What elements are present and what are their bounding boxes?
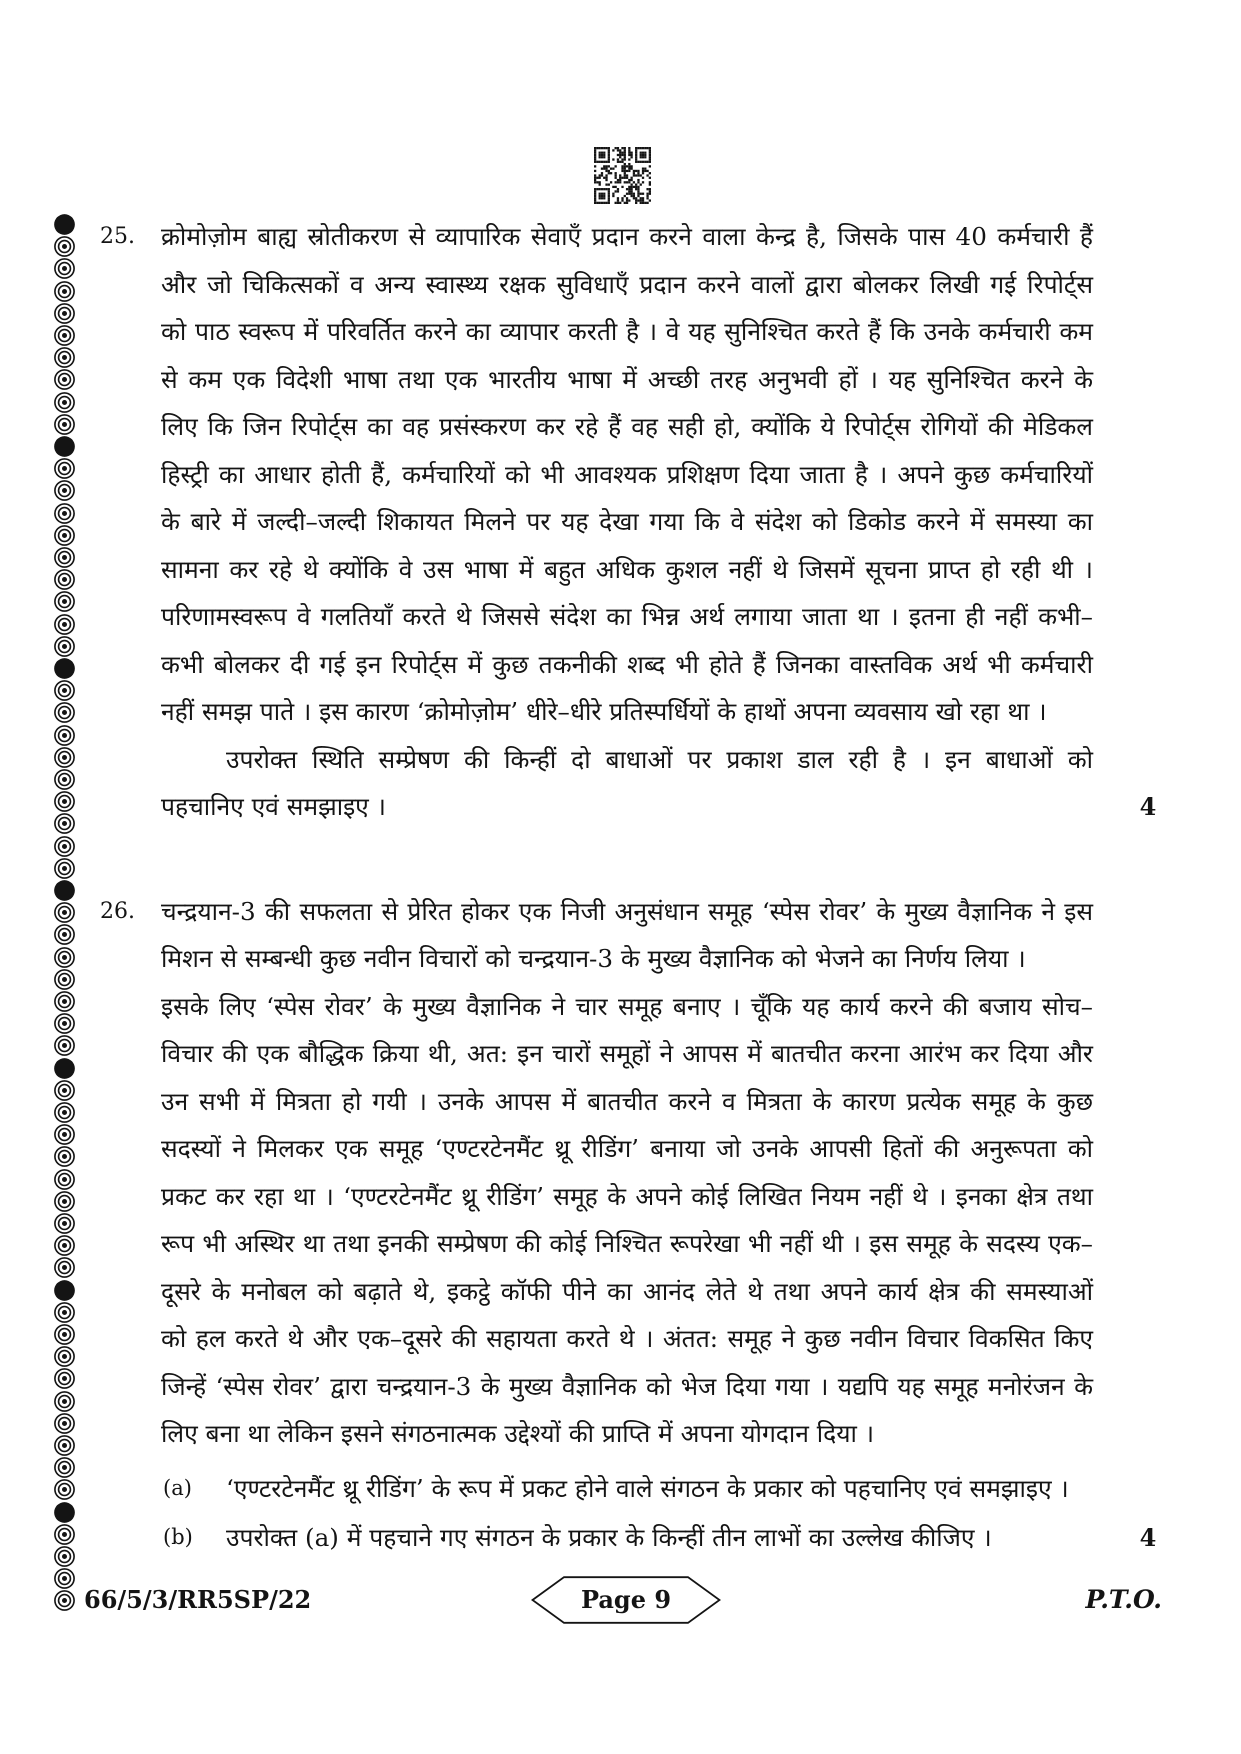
- concentric-circle-icon: [53, 923, 76, 946]
- concentric-circle-icon: [53, 1589, 76, 1612]
- concentric-circle-icon: [53, 1190, 76, 1213]
- concentric-circle-icon: [53, 1234, 76, 1257]
- question-text-line: परिणामस्वरूप वे गलतियाँ करते थे जिससे संदेश का भिन्न अर्थ लगाया जाता था । इतना ही नहीं कभी–: [161, 602, 1093, 631]
- question-text-line: से कम एक विदेशी भाषा तथा एक भारतीय भाषा में अच्छी तरह अनुभवी हों । यह सुनिश्चित करने के: [161, 364, 1093, 394]
- qr-code-icon: [594, 147, 651, 204]
- concentric-circle-icon: [53, 635, 76, 658]
- question-text-line: क्रोमोज़ोम बाह्य स्रोतीकरण से व्यापारिक सेवाएँ प्रदान करने वाला केन्द्र है, जिसके पास 40 कर्मचारी हैं: [161, 222, 1093, 251]
- filled-circle-icon: [53, 1501, 76, 1524]
- concentric-circle-icon: [53, 368, 76, 391]
- concentric-circle-icon: [53, 724, 76, 747]
- sub-question-a: [161, 1465, 1094, 1513]
- question-text-line: के बारे में जल्दी–जल्दी शिकायत मिलने पर यह देखा गया कि वे संदेश को डिकोड करने में समस्या का: [161, 507, 1093, 536]
- concentric-circle-icon: [53, 413, 76, 436]
- sub-question-label: (b): [163, 1525, 193, 1549]
- concentric-circle-icon: [53, 1101, 76, 1124]
- concentric-circle-icon: [53, 768, 76, 791]
- margin-marker-column: [53, 213, 77, 1613]
- question-text-line: जिन्हें ‘स्पेस रोवर’ द्वारा चन्द्रयान-3 के मुख्य वैज्ञानिक को भेज दिया गया । यद्यपि यह समूह मनोरंजन के: [161, 1371, 1093, 1401]
- concentric-circle-icon: [53, 302, 76, 325]
- concentric-circle-icon: [53, 613, 76, 636]
- concentric-circle-icon: [53, 257, 76, 280]
- concentric-circle-icon: [53, 1545, 76, 1568]
- concentric-circle-icon: [53, 1034, 76, 1057]
- question-text-line: उन सभी में मित्रता हो गयी । उनके आपस में बातचीत करने व मित्रता के कारण प्रत्येक समूह के कुछ: [161, 1086, 1093, 1116]
- question-text-line: को हल करते थे और एक–दूसरे की सहायता करते थे । अंतत: समूह ने कुछ नवीन विचार विकसित किए: [161, 1324, 1093, 1354]
- marks-value: 4: [1139, 1523, 1157, 1552]
- filled-circle-icon: [53, 213, 76, 236]
- concentric-circle-icon: [53, 1212, 76, 1235]
- concentric-circle-icon: [53, 457, 76, 480]
- question-text-line: इसके लिए ‘स्पेस रोवर’ के मुख्य वैज्ञानिक ने चार समूह बनाए । चूँकि यह कार्य करने की बजाय सोच–: [161, 991, 1093, 1021]
- concentric-circle-icon: [53, 546, 76, 569]
- concentric-circle-icon: [53, 1123, 76, 1146]
- concentric-circle-icon: [53, 1345, 76, 1368]
- question-text-line: हिस्ट्री का आधार होती हैं, कर्मचारियों को भी आवश्यक प्रशिक्षण दिया जाता है । अपने कुछ कर्मचारियों: [161, 459, 1093, 489]
- filled-circle-icon: [53, 879, 76, 902]
- concentric-circle-icon: [53, 790, 76, 813]
- question-text-line: विचार की एक बौद्धिक क्रिया थी, अत: इन चारों समूहों ने आपस में बातचीत करना आरंभ कर दिया और: [161, 1039, 1093, 1069]
- question-text-line: लिए कि जिन रिपोर्ट्स का वह प्रसंस्करण कर रहे हैं वह सही हो, क्योंकि ये रिपोर्ट्स रोगियों की मेडिकल: [161, 412, 1093, 441]
- concentric-circle-icon: [53, 946, 76, 969]
- concentric-circle-icon: [53, 1012, 76, 1035]
- question-text-line: रूप भी अस्थिर था तथा इनकी सम्प्रेषण की कोई निश्चित रूपरेखा भी नहीं थी । इस समूह के सदस्य एक–: [161, 1229, 1093, 1259]
- concentric-circle-icon: [53, 701, 76, 724]
- question-text-line: को पाठ स्वरूप में परिवर्तित करने का व्यापार करती है । वे यह सुनिश्चित करते हैं कि उनके कर्मचारी कम: [161, 317, 1093, 346]
- concentric-circle-icon: [53, 835, 76, 858]
- question-text-line: और जो चिकित्सकों व अन्य स्वास्थ्य रक्षक सुविधाएँ प्रदान करने वालों द्वारा बोलकर लिखी गई रिपोर्ट्स: [161, 269, 1093, 299]
- question-text-line: मिशन से सम्बन्धी कुछ नवीन विचारों को चन्द्रयान-3 के मुख्य वैज्ञानिक को भेजने का निर्णय लिया ।: [161, 944, 1026, 974]
- concentric-circle-icon: [53, 502, 76, 525]
- sub-question-text: उपरोक्त (a) में पहचाने गए संगठन के प्रकार के किन्हीं तीन लाभों का उल्लेख कीजिए ।: [226, 1523, 992, 1552]
- concentric-circle-icon: [53, 1301, 76, 1324]
- sub-question-text: ‘एण्टरटेनमैंट थ्रू रीडिंग’ के रूप में प्रकट होने वाले संगठन के प्रकार को पहचानिए एवं समझाइए ।: [226, 1474, 1069, 1503]
- concentric-circle-icon: [53, 1168, 76, 1191]
- concentric-circle-icon: [53, 1323, 76, 1346]
- paper-code: 66/5/3/RR5SP/22: [84, 1585, 312, 1614]
- concentric-circle-icon: [53, 746, 76, 769]
- page-number: Page 9: [580, 1585, 672, 1614]
- concentric-circle-icon: [53, 901, 76, 924]
- question-text-line: प्रकट कर रहा था । ‘एण्टरटेनमैंट थ्रू रीडिंग’ समूह के अपने कोई लिखित नियम नहीं थे । इनका क्षेत्र तथा: [161, 1181, 1093, 1211]
- concentric-circle-icon: [53, 391, 76, 414]
- question-text-line: लिए बना था लेकिन इसने संगठनात्मक उद्देश्यों की प्राप्ति में अपना योगदान दिया ।: [161, 1419, 875, 1449]
- concentric-circle-icon: [53, 524, 76, 547]
- concentric-circle-icon: [53, 1390, 76, 1413]
- filled-circle-icon: [53, 657, 76, 680]
- concentric-circle-icon: [53, 590, 76, 613]
- filled-circle-icon: [53, 435, 76, 458]
- marks-value: 4: [1139, 792, 1157, 821]
- concentric-circle-icon: [53, 1567, 76, 1590]
- concentric-circle-icon: [53, 679, 76, 702]
- concentric-circle-icon: [53, 857, 76, 880]
- question-text-line: चन्द्रयान-3 की सफलता से प्रेरित होकर एक निजी अनुसंधान समूह ‘स्पेस रोवर’ के मुख्य वैज्ञानिक ने इस: [161, 896, 1093, 926]
- concentric-circle-icon: [53, 1145, 76, 1168]
- concentric-circle-icon: [53, 968, 76, 991]
- question-number: 26.: [100, 898, 135, 924]
- concentric-circle-icon: [53, 1456, 76, 1479]
- question-number: 25.: [100, 224, 135, 249]
- question-text-line: सदस्यों ने मिलकर एक समूह ‘एण्टरटेनमैंट थ्रू रीडिंग’ बनाया जो उनके आपसी हितों की अनुरूपता को: [161, 1134, 1093, 1164]
- concentric-circle-icon: [53, 235, 76, 258]
- concentric-circle-icon: [53, 568, 76, 591]
- question-text-line: नहीं समझ पाते । इस कारण ‘क्रोमोज़ोम’ धीरे–धीरे प्रतिस्पर्धियों के हाथों अपना व्यवसाय खो रहा था ।: [161, 697, 1047, 726]
- concentric-circle-icon: [53, 1079, 76, 1102]
- question-text-line: सामना कर रहे थे क्योंकि वे उस भाषा में बहुत अधिक कुशल नहीं थे जिसमें सूचना प्राप्त हो रही थी ।: [161, 554, 1093, 584]
- concentric-circle-icon: [53, 324, 76, 347]
- filled-circle-icon: [53, 1279, 76, 1302]
- concentric-circle-icon: [53, 1367, 76, 1390]
- question-text: [161, 213, 1094, 831]
- concentric-circle-icon: [53, 812, 76, 835]
- question-text: [161, 888, 1094, 1458]
- concentric-circle-icon: [53, 346, 76, 369]
- question-text-line: कभी बोलकर दी गई इन रिपोर्ट्स में कुछ तकनीकी शब्द भी होते हैं जिनका वास्तविक अर्थ भी कर्मचारी: [161, 649, 1093, 679]
- concentric-circle-icon: [53, 1523, 76, 1546]
- concentric-circle-icon: [53, 479, 76, 502]
- question-text-line: दूसरे के मनोबल को बढ़ाते थे, इकट्ठे कॉफी पीने का आनंद लेते थे तथा अपने कार्य क्षेत्र की समस्याओं: [161, 1276, 1093, 1306]
- sub-question-label: (a): [163, 1476, 192, 1500]
- concentric-circle-icon: [53, 1434, 76, 1457]
- question-prompt-line: उपरोक्त स्थिति सम्प्रेषण की किन्हीं दो बाधाओं पर प्रकाश डाल रही है । इन बाधाओं को: [226, 744, 1093, 774]
- question-prompt-line: पहचानिए एवं समझाइए ।: [161, 792, 386, 821]
- pto-label: P.T.O.: [1085, 1585, 1162, 1614]
- concentric-circle-icon: [53, 990, 76, 1013]
- concentric-circle-icon: [53, 1478, 76, 1501]
- concentric-circle-icon: [53, 1412, 76, 1435]
- filled-circle-icon: [53, 1057, 76, 1080]
- concentric-circle-icon: [53, 280, 76, 303]
- concentric-circle-icon: [53, 1256, 76, 1279]
- sub-question-b: [161, 1514, 1094, 1562]
- page-number-badge: [531, 1576, 721, 1624]
